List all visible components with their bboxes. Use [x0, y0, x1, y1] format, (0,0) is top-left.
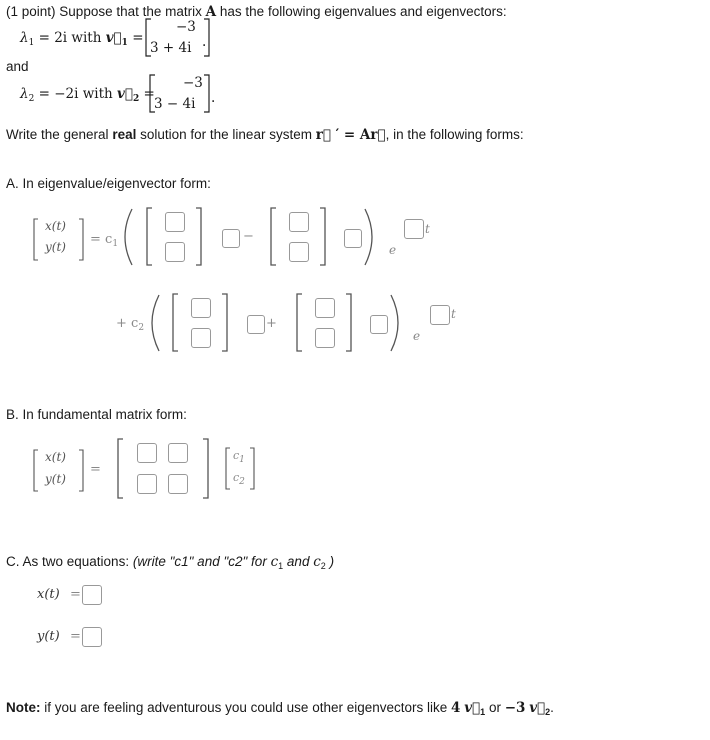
- note-period: .: [550, 700, 554, 715]
- lambda-1: λ: [20, 30, 29, 46]
- y-of-t-a: y(t): [45, 240, 66, 254]
- vector-1-top: −3: [176, 19, 196, 35]
- equals-y-c: =: [70, 629, 81, 644]
- question-post: , in the following forms:: [385, 127, 524, 142]
- part-c-title: C. As two equations:: [6, 554, 130, 569]
- answer-a-r1-exponent[interactable]: [404, 219, 424, 239]
- equals-x-c: =: [70, 587, 81, 602]
- question-text: [6, 127, 524, 143]
- answer-a-r2-v2-bottom[interactable]: [315, 328, 335, 348]
- c1-sub: 1: [112, 239, 119, 249]
- c2-entry: [233, 471, 245, 487]
- row2-e: e: [413, 329, 421, 343]
- answer-a-r1-scalar1[interactable]: [222, 229, 240, 248]
- c1-sub-b: 1: [239, 455, 245, 465]
- note-v1-sub: 1: [480, 707, 486, 717]
- row2-plus: +: [266, 316, 277, 331]
- x-of-t-a: x(t): [45, 219, 66, 233]
- c2-letter: c: [233, 471, 240, 484]
- note-v1: v⃗: [464, 700, 481, 716]
- part-a-label: A. In eigenvalue/eigenvector form:: [6, 176, 211, 191]
- vector-2-top: −3: [183, 75, 203, 91]
- matrix-symbol: A: [205, 4, 217, 20]
- eigenvalue-1-line: [20, 30, 144, 46]
- equals-c1-text: = c: [90, 232, 113, 247]
- answer-a-r2-scalar2[interactable]: [370, 315, 388, 334]
- x-of-t-c: x(t): [37, 587, 60, 602]
- hint-and: and: [286, 554, 310, 569]
- plus-c2-text: + c: [116, 316, 139, 331]
- eigenvalue-1-text: = 2i with: [38, 30, 102, 46]
- answer-b-m22[interactable]: [168, 474, 188, 494]
- vector-v2: v⃗: [117, 86, 133, 102]
- plus-c2: [116, 316, 144, 331]
- question-bold: real: [112, 127, 137, 142]
- equals-sign: =: [132, 30, 144, 46]
- answer-c-y-input[interactable]: [82, 627, 102, 647]
- note-coef-2: −3: [504, 700, 526, 716]
- and-text: and: [6, 59, 29, 74]
- part-c-label: [6, 554, 334, 570]
- answer-a-r2-exponent[interactable]: [430, 305, 450, 325]
- equals-sign: =: [143, 86, 155, 102]
- note-body: if you are feeling adventurous you could use other eigenvectors like: [44, 700, 448, 715]
- answer-c-x-input[interactable]: [82, 585, 102, 605]
- equals-c1: [90, 232, 118, 247]
- answer-a-r2-v1-top[interactable]: [191, 298, 211, 318]
- question-mid: solution for the linear system: [140, 127, 312, 142]
- c-vector-bracket: [225, 447, 265, 491]
- vector-v2-sub: 2: [132, 94, 140, 104]
- c1-entry: [233, 449, 245, 465]
- note-label: Note:: [6, 700, 41, 715]
- question-pre: Write the general: [6, 127, 109, 142]
- intro-text: Suppose that the matrix: [59, 4, 202, 19]
- points-label: (1 point): [6, 4, 56, 19]
- note-v2: v⃗: [529, 700, 546, 716]
- hint-c2: c: [313, 554, 321, 570]
- vector-1-bottom: 3 + 4i: [150, 40, 192, 56]
- hint-c1-sub: 1: [278, 561, 284, 571]
- eigenvalue-2-line: [20, 86, 155, 102]
- intro-end-text: has the following eigenvalues and eigenvectors:: [219, 4, 507, 19]
- y-of-t-c: y(t): [37, 629, 60, 644]
- eigenvalue-2-text: = −2i with: [38, 86, 113, 102]
- answer-b-m11[interactable]: [137, 443, 157, 463]
- note-v2-sub: 2: [545, 707, 551, 717]
- vector-2-period: .: [211, 90, 216, 106]
- equals-b: =: [90, 462, 101, 477]
- c1-letter: c: [233, 449, 240, 462]
- row1-minus: −: [243, 229, 254, 244]
- answer-a-r2-v1-bottom[interactable]: [191, 328, 211, 348]
- lambda-1-sub: 1: [28, 38, 35, 48]
- vector-2-bottom: 3 − 4i: [154, 96, 196, 112]
- note-text: [6, 700, 554, 716]
- c2-sub: 2: [138, 323, 145, 333]
- answer-a-r1-scalar2[interactable]: [344, 229, 362, 248]
- vector-1-period: .: [202, 34, 207, 50]
- answer-b-m21[interactable]: [137, 474, 157, 494]
- answer-b-m12[interactable]: [168, 443, 188, 463]
- y-of-t-b: y(t): [45, 472, 66, 486]
- lambda-2: λ: [20, 86, 29, 102]
- c2-sub-b: 2: [239, 477, 245, 487]
- problem-statement: [6, 4, 507, 20]
- row1-e: e: [389, 243, 397, 257]
- x-of-t-b: x(t): [45, 450, 66, 464]
- answer-a-r1-v2-top[interactable]: [289, 212, 309, 232]
- answer-a-r2-v2-top[interactable]: [315, 298, 335, 318]
- note-coef-1: 4: [451, 700, 461, 716]
- answer-a-r1-v2-bottom[interactable]: [289, 242, 309, 262]
- row2-t: t: [451, 307, 456, 321]
- answer-a-r1-v1-top[interactable]: [165, 212, 185, 232]
- part-b-label: B. In fundamental matrix form:: [6, 407, 187, 422]
- row1-t: t: [425, 222, 430, 236]
- answer-a-r2-scalar1[interactable]: [247, 315, 265, 334]
- vector-v1: v⃗: [105, 30, 122, 46]
- part-c-hint: (write "c1" and "c2" for: [132, 554, 267, 569]
- answer-a-r1-v1-bottom[interactable]: [165, 242, 185, 262]
- vector-v1-sub: 1: [121, 38, 128, 48]
- hint-c2-sub: 2: [320, 561, 326, 571]
- hint-c1: c: [270, 554, 279, 570]
- note-or: or: [488, 700, 501, 715]
- hint-close: ): [329, 554, 335, 569]
- lambda-2-sub: 2: [28, 94, 35, 104]
- fundamental-matrix-bracket: [117, 438, 217, 500]
- system-equation: r⃗ ′ = Ar⃗: [315, 127, 386, 143]
